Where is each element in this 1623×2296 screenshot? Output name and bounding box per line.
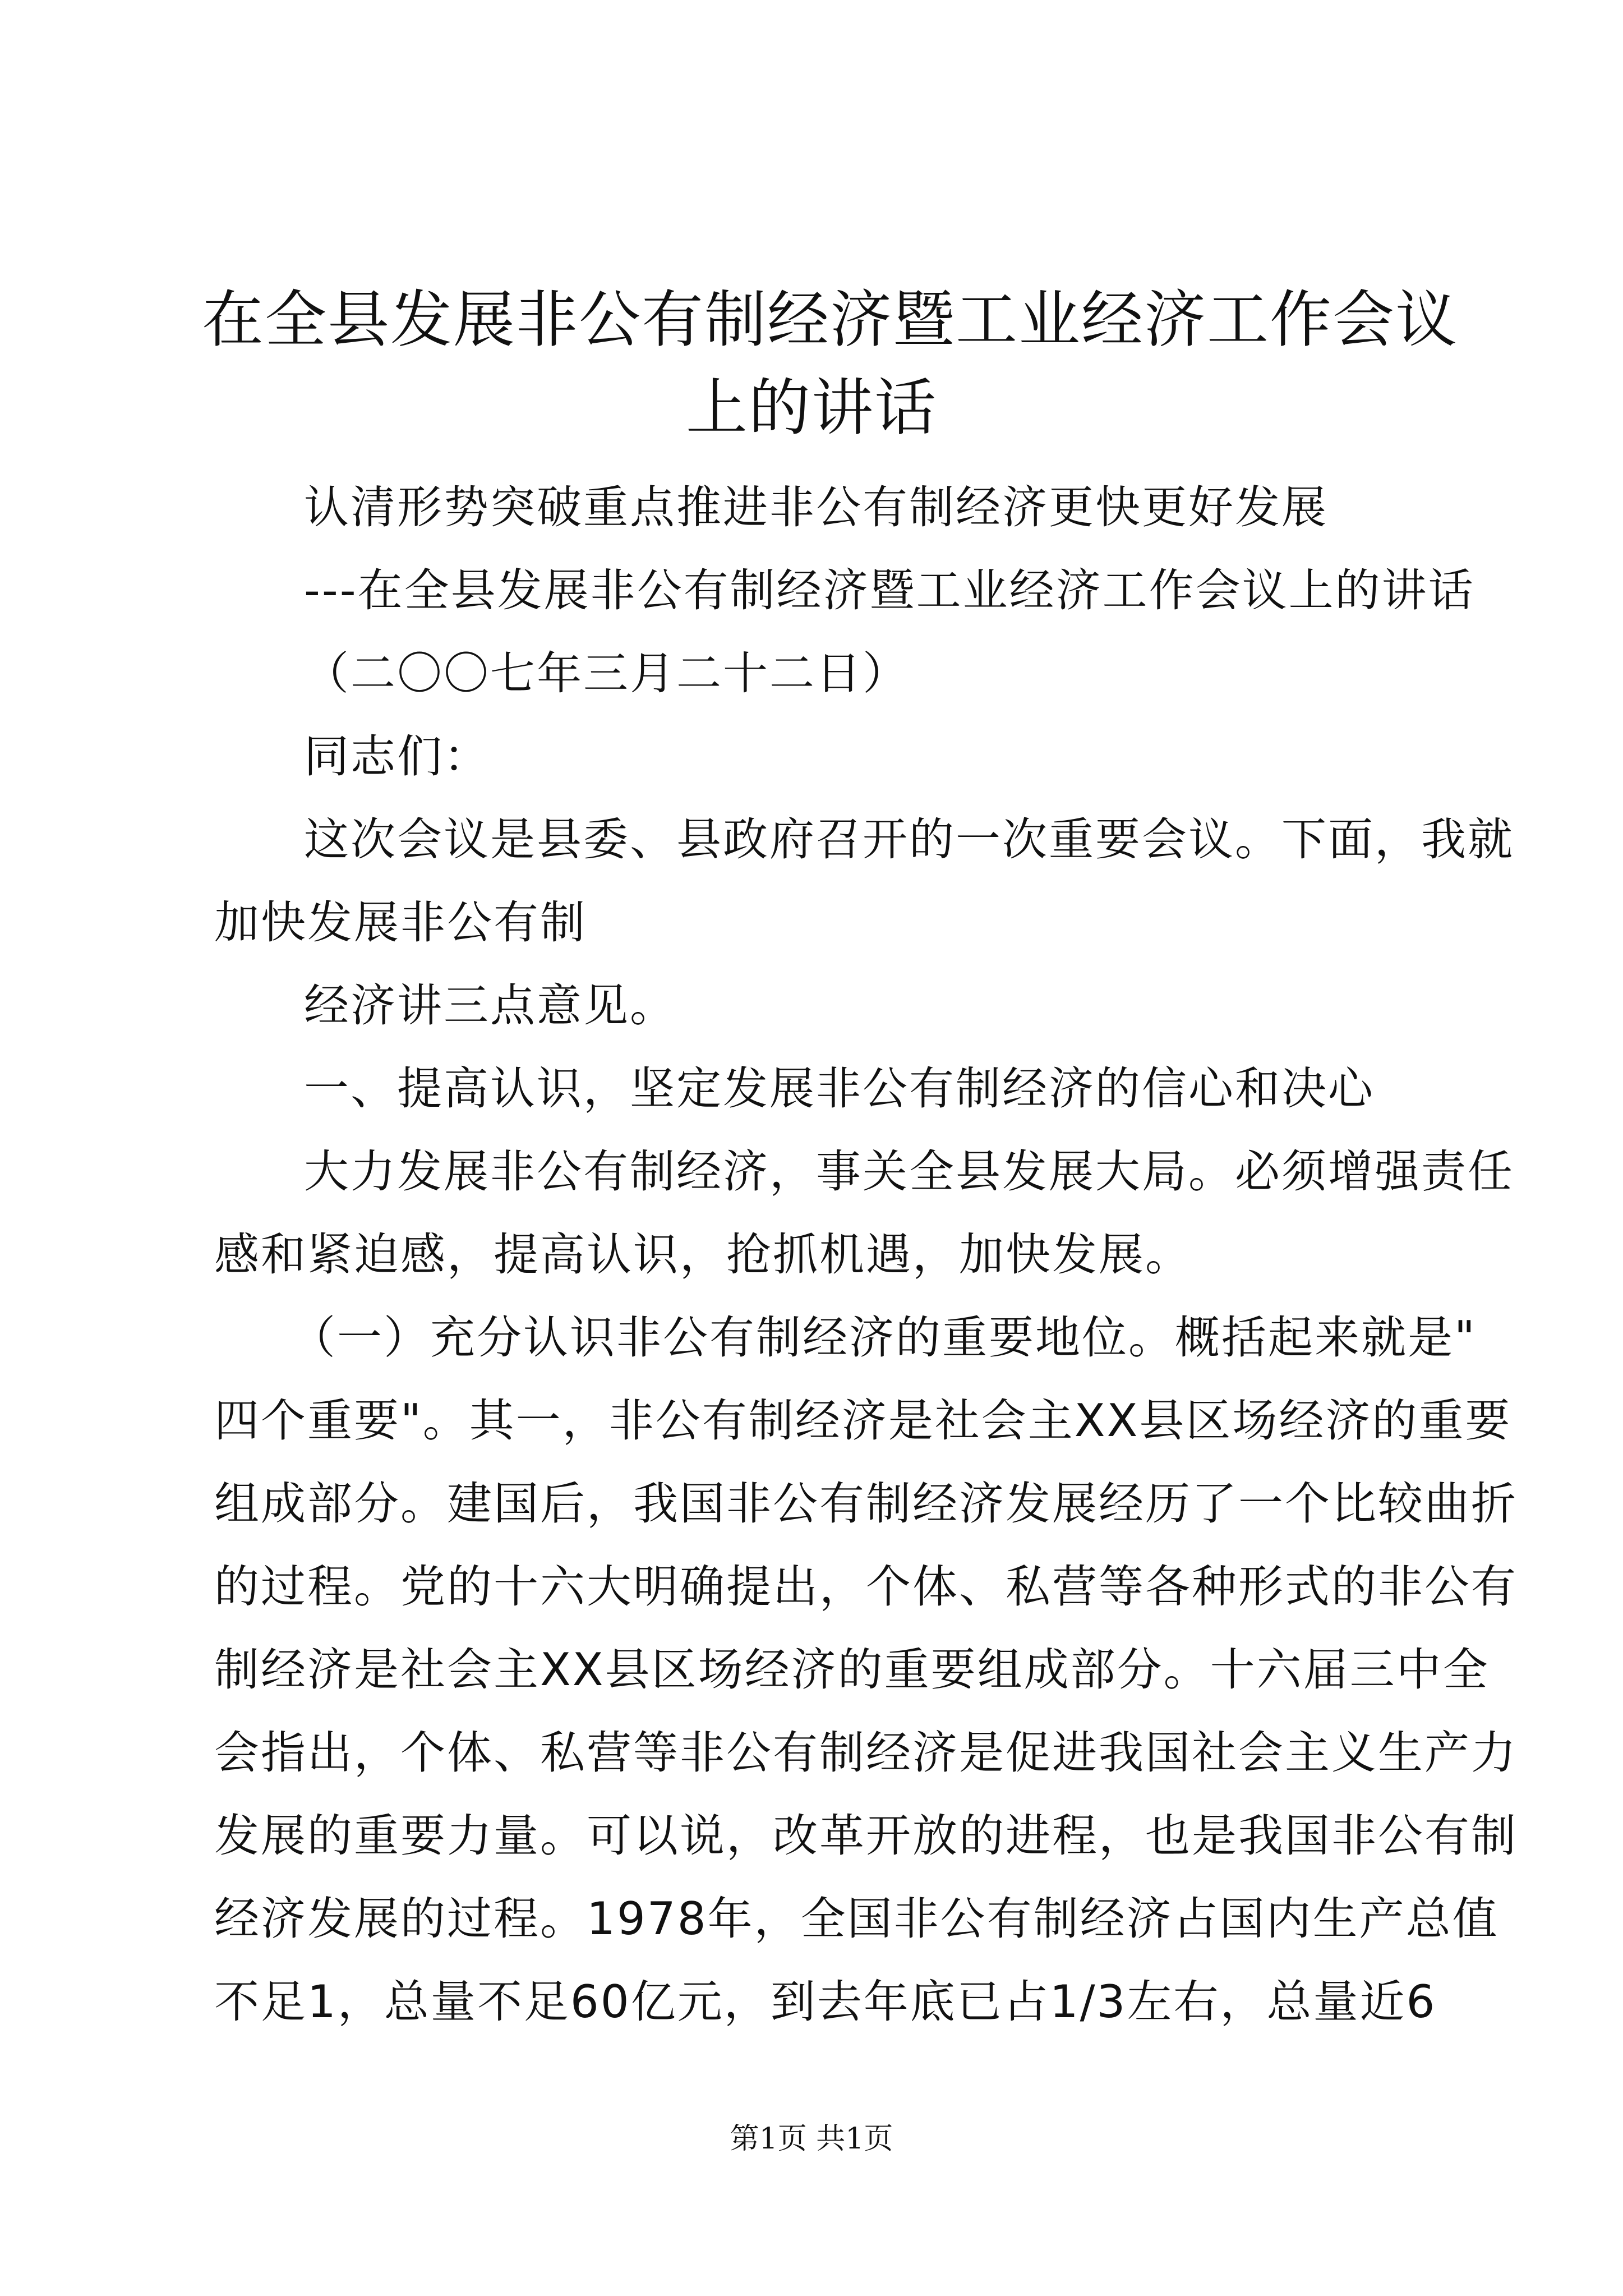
paragraph-line: 经济发展的过程。1978年，全国非公有制经济占国内生产总值 [214,1893,1499,1945]
paragraph-line: 这次会议是县委、县政府召开的一次重要会议。下面，我就 [304,813,1514,866]
paragraph-line: 大力发展非公有制经济，事关全县发展大局。必须增强责任 [304,1145,1514,1198]
paragraph-line: 的过程。党的十六大明确提出，个体、私营等各种形式的非公有 [214,1561,1518,1613]
paragraph-line: 不足1，总量不足60亿元，到去年底已占1/3左右，总量近6 [214,1976,1437,2028]
paragraph-line: 四个重要"。其一，非公有制经济是社会主XX县区场经济的重要 [214,1395,1512,1447]
subsection-line: （一）充分认识非公有制经济的重要地位。概括起来就是" [291,1312,1477,1364]
paragraph-line: 制经济是社会主XX县区场经济的重要组成部分。十六届三中全 [214,1644,1490,1696]
paragraph-line: 感和紧迫感，提高认识，抢抓机遇，加快发展。 [214,1228,1192,1281]
section-heading-line: 一、提高认识，坚定发展非公有制经济的信心和决心 [304,1062,1375,1115]
salutation-line: 同志们： [304,730,490,783]
paragraph-line: 会指出，个体、私营等非公有制经济是促进我国社会主义生产力 [214,1727,1518,1779]
paragraph-line: 经济讲三点意见。 [304,979,676,1032]
date-line: （二〇〇七年三月二十二日） [304,647,909,700]
document-title-line-1: 在全县发展非公有制经济暨工业经济工作会议 [202,284,1458,356]
paragraph-line: 加快发展非公有制 [214,896,587,949]
subtitle-line: 认清形势突破重点推进非公有制经济更快更好发展 [304,481,1328,533]
speech-occasion-line: ---在全县发展非公有制经济暨工业经济工作会议上的讲话 [304,564,1475,616]
paragraph-line: 组成部分。建国后，我国非公有制经济发展经历了一个比较曲折 [214,1478,1518,1530]
page-number-footer: 第1页 共1页 [730,2122,893,2156]
document-title-line-2: 上的讲话 [686,372,937,444]
paragraph-line: 发展的重要力量。可以说，改革开放的进程，也是我国非公有制 [214,1810,1518,1862]
